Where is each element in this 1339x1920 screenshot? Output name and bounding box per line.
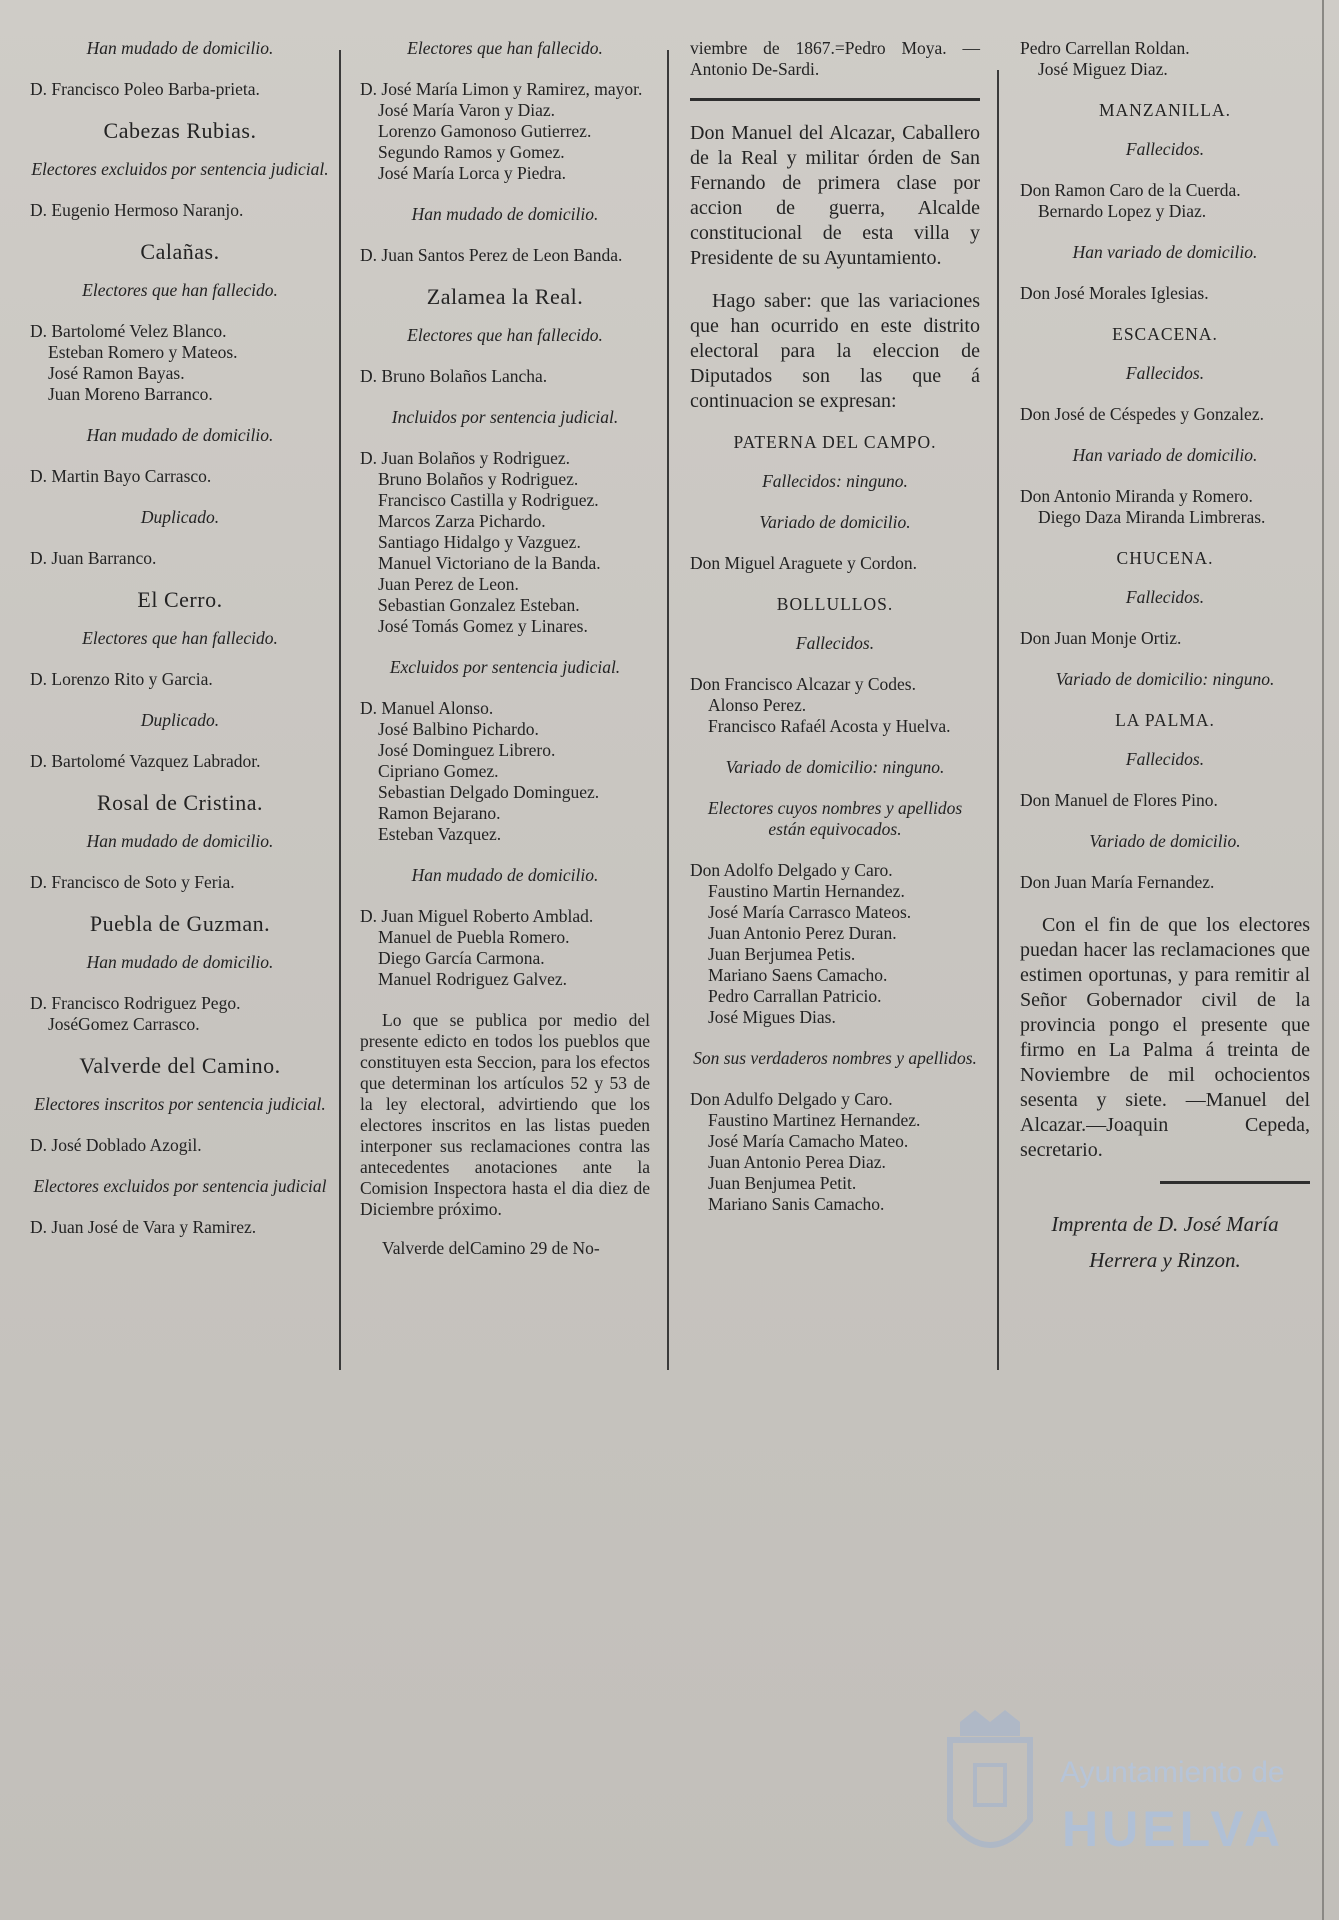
elector-name: Esteban Romero y Mateos. <box>48 342 238 362</box>
town-heading: CHUCENA. <box>1116 548 1214 568</box>
section-subheading: Variado de domicilio: ninguno. <box>725 757 945 777</box>
edict-paragraph: Con el fin de que los electores puedan hacer las reclamaciones que estimen oportunas, y para remitir al Señor Gobernador civil de la provincia pongo el presente que firmo en La Palma á treinta de Noviembre de mil ochocientos sesenta y siete. —Manuel del Alcazar.—Joaquin Cepeda, secretario. <box>1020 914 1310 1161</box>
section-subheading: Variado de domicilio. <box>759 512 911 532</box>
elector-list <box>30 200 330 221</box>
elector-list <box>360 79 650 184</box>
printer-credit: Imprenta de D. José María Herrera y Rinzon. <box>1051 1212 1279 1272</box>
elector-name: José Tomás Gomez y Linares. <box>378 616 588 636</box>
edict-paragraph: Don Manuel del Alcazar, Caballero de la Real y militar órden de San Fernando de primera clase por accion de guerra, Alcalde constitucional de esta villa y Presidente de su Ayuntamiento. <box>690 122 980 269</box>
elector-name: Mariano Saens Camacho. <box>708 965 888 985</box>
elector-list <box>30 466 330 487</box>
elector-name: José Migues Dias. <box>708 1007 836 1027</box>
elector-name: Don José de Céspedes y Gonzalez. <box>1020 404 1264 424</box>
section-subheading: Han mudado de domicilio. <box>86 831 274 851</box>
elector-list <box>30 872 330 893</box>
section-subheading: Fallecidos. <box>1125 139 1205 159</box>
elector-name: José María Varon y Diaz. <box>378 100 556 120</box>
elector-name: D. Juan Barranco. <box>30 548 157 568</box>
elector-list <box>30 548 330 569</box>
elector-list <box>360 906 650 990</box>
elector-name: Don Francisco Alcazar y Codes. <box>690 674 916 694</box>
elector-name: Don Adulfo Delgado y Caro. <box>690 1089 893 1109</box>
elector-name: Mariano Sanis Camacho. <box>708 1194 885 1214</box>
section-subheading: Son sus verdaderos nombres y apellidos. <box>693 1048 977 1068</box>
elector-name: Bruno Bolaños y Rodriguez. <box>378 469 579 489</box>
elector-name: D. Juan Santos Perez de Leon Banda. <box>360 245 623 265</box>
elector-list <box>1020 790 1310 811</box>
elector-name: D. Martin Bayo Carrasco. <box>30 466 212 486</box>
elector-name: D. Eugenio Hermoso Naranjo. <box>30 200 244 220</box>
elector-name: Don José Morales Iglesias. <box>1020 283 1209 303</box>
elector-name: Don Ramon Caro de la Cuerda. <box>1020 180 1241 200</box>
elector-name: Santiago Hidalgo y Vazguez. <box>378 532 581 552</box>
elector-name: Marcos Zarza Pichardo. <box>378 511 546 531</box>
elector-name: José Dominguez Librero. <box>378 740 556 760</box>
elector-list <box>30 993 330 1035</box>
elector-list <box>1020 628 1310 649</box>
section-subheading: Fallecidos. <box>1125 749 1205 769</box>
elector-name: Don Miguel Araguete y Cordon. <box>690 553 917 573</box>
elector-name: D. Bartolomé Velez Blanco. <box>30 321 227 341</box>
watermark-line2: HUELVA <box>1062 1801 1285 1857</box>
elector-name: Cipriano Gomez. <box>378 761 499 781</box>
column-1 <box>30 38 330 1258</box>
elector-name: D. Juan Bolaños y Rodriguez. <box>360 448 570 468</box>
section-subheading: Electores cuyos nombres y apellidos están equivocados. <box>707 798 963 839</box>
elector-name: Juan Moreno Barranco. <box>48 384 213 404</box>
town-heading: Zalamea la Real. <box>426 284 584 309</box>
section-subheading: Variado de domicilio. <box>1089 831 1241 851</box>
edict-paragraph: Lo que se publica por medio del presente edicto en todos los pueblos que constituyen esta Seccion, para los efectos que determinan los artículos 52 y 53 de la ley electoral, advirtiendo que los electores inscritos en las listas pueden interponer sus reclamaciones contra las antecedentes anotaciones ante la Comision Inspectora hasta el dia diez de Diciembre próximo. <box>360 1010 650 1219</box>
elector-name: Esteban Vazquez. <box>378 824 502 844</box>
elector-name: Lorenzo Gamonoso Gutierrez. <box>378 121 592 141</box>
elector-name: Manuel Rodriguez Galvez. <box>378 969 568 989</box>
section-subheading: Electores inscritos por sentencia judicial. <box>34 1094 326 1114</box>
elector-name: Alonso Perez. <box>708 695 807 715</box>
elector-name: José María Camacho Mateo. <box>708 1131 909 1151</box>
column-3 <box>690 38 980 1235</box>
column-divider <box>997 70 999 1370</box>
elector-name: D. Francisco de Soto y Feria. <box>30 872 235 892</box>
elector-name: José Miguez Diaz. <box>1038 59 1168 79</box>
elector-list <box>360 698 650 845</box>
elector-name: Diego Daza Miranda Limbreras. <box>1038 507 1266 527</box>
elector-list <box>1020 872 1310 893</box>
section-subheading: Han mudado de domicilio. <box>411 865 599 885</box>
elector-name: Faustino Martin Hernandez. <box>708 881 905 901</box>
elector-name: D. Francisco Poleo Barba-prieta. <box>30 79 260 99</box>
town-heading: El Cerro. <box>137 587 223 612</box>
town-heading: Cabezas Rubias. <box>103 118 257 143</box>
elector-list <box>1020 404 1310 425</box>
elector-list <box>690 860 980 1028</box>
elector-list <box>30 751 330 772</box>
section-subheading: Electores excluidos por sentencia judicial. <box>31 159 329 179</box>
elector-name: José Ramon Bayas. <box>48 363 185 383</box>
section-subheading: Han mudado de domicilio. <box>86 38 274 58</box>
elector-list <box>30 79 330 100</box>
elector-name: Manuel Victoriano de la Banda. <box>378 553 601 573</box>
edict-paragraph: Hago saber: que las variaciones que han ocurrido en este distrito electoral para la eleccion de Diputados son las que á continuacion se expresan: <box>690 290 980 412</box>
elector-name: Francisco Rafaél Acosta y Huelva. <box>708 716 951 736</box>
elector-name: D. Lorenzo Rito y Garcia. <box>30 669 213 689</box>
elector-name: Don Juan Monje Ortiz. <box>1020 628 1182 648</box>
section-subheading: Excluidos por sentencia judicial. <box>389 657 621 677</box>
elector-name: Faustino Martinez Hernandez. <box>708 1110 921 1130</box>
elector-name: Pedro Carrallan Patricio. <box>708 986 882 1006</box>
elector-name: D. José Doblado Azogil. <box>30 1135 202 1155</box>
huelva-watermark <box>930 1700 1310 1900</box>
section-subheading: Duplicado. <box>140 710 220 730</box>
elector-name: Bernardo Lopez y Diaz. <box>1038 201 1207 221</box>
elector-name: JoséGomez Carrasco. <box>48 1014 200 1034</box>
elector-name: Sebastian Gonzalez Esteban. <box>378 595 580 615</box>
elector-list <box>30 1135 330 1156</box>
elector-name: D. Manuel Alonso. <box>360 698 494 718</box>
elector-name: Don Manuel de Flores Pino. <box>1020 790 1218 810</box>
elector-list <box>690 674 980 737</box>
elector-name: Ramon Bejarano. <box>378 803 501 823</box>
town-heading: LA PALMA. <box>1115 710 1215 730</box>
section-subheading: Electores que han fallecido. <box>82 628 278 648</box>
watermark-line1: Ayuntamiento de <box>1060 1756 1285 1789</box>
section-subheading: Han mudado de domicilio. <box>86 425 274 445</box>
elector-name: D. Juan Miguel Roberto Amblad. <box>360 906 594 926</box>
elector-list <box>30 321 330 405</box>
edict-paragraph: viembre de 1867.=Pedro Moya. —Antonio De-Sardi. <box>690 38 980 79</box>
section-subheading: Electores excluidos por sentencia judicial <box>33 1176 327 1196</box>
elector-list <box>1020 283 1310 304</box>
section-subheading: Electores que han fallecido. <box>407 325 603 345</box>
crest-icon <box>930 1710 1050 1880</box>
column-divider <box>667 50 669 1370</box>
section-subheading: Fallecidos. <box>1125 587 1205 607</box>
elector-name: D. Francisco Rodriguez Pego. <box>30 993 241 1013</box>
elector-list <box>690 1089 980 1215</box>
elector-name: Juan Berjumea Petis. <box>708 944 856 964</box>
town-heading: PATERNA DEL CAMPO. <box>733 432 937 452</box>
column-4 <box>1020 38 1310 1278</box>
elector-name: Sebastian Delgado Dominguez. <box>378 782 600 802</box>
town-heading: MANZANILLA. <box>1098 100 1232 120</box>
elector-name: José María Carrasco Mateos. <box>708 902 912 922</box>
page-edge-line <box>1322 0 1324 1920</box>
elector-list <box>1020 38 1310 80</box>
elector-name: Juan Perez de Leon. <box>378 574 519 594</box>
elector-list <box>360 245 650 266</box>
elector-name: D. Bartolomé Vazquez Labrador. <box>30 751 261 771</box>
edict-paragraph: Valverde delCamino 29 de No- <box>382 1238 600 1258</box>
elector-name: José Balbino Pichardo. <box>378 719 539 739</box>
elector-list <box>1020 486 1310 528</box>
section-subheading: Fallecidos. <box>795 633 875 653</box>
elector-list <box>30 669 330 690</box>
section-subheading: Duplicado. <box>140 507 220 527</box>
elector-list <box>1020 180 1310 222</box>
elector-name: Segundo Ramos y Gomez. <box>378 142 565 162</box>
town-heading: Puebla de Guzman. <box>89 911 271 936</box>
elector-list <box>690 553 980 574</box>
elector-list <box>30 1217 330 1238</box>
elector-name: Pedro Carrellan Roldan. <box>1020 38 1190 58</box>
section-subheading: Electores que han fallecido. <box>407 38 603 58</box>
elector-name: D. José María Limon y Ramirez, mayor. <box>360 79 643 99</box>
section-subheading: Han variado de domicilio. <box>1072 445 1258 465</box>
elector-name: Juan Antonio Perea Diaz. <box>708 1152 886 1172</box>
section-subheading: Electores que han fallecido. <box>82 280 278 300</box>
section-subheading: Variado de domicilio: ninguno. <box>1055 669 1275 689</box>
elector-name: D. Bruno Bolaños Lancha. <box>360 366 548 386</box>
section-rule <box>1160 1181 1310 1184</box>
town-heading: Valverde del Camino. <box>79 1053 281 1078</box>
column-divider <box>339 50 341 1370</box>
elector-name: Don Juan María Fernandez. <box>1020 872 1215 892</box>
section-subheading: Incluidos por sentencia judicial. <box>391 407 619 427</box>
elector-list <box>360 448 650 637</box>
elector-name: Don Adolfo Delgado y Caro. <box>690 860 893 880</box>
town-heading: BOLLULLOS. <box>776 594 894 614</box>
elector-name: Don Antonio Miranda y Romero. <box>1020 486 1253 506</box>
town-heading: Rosal de Cristina. <box>96 790 264 815</box>
section-rule <box>690 98 980 101</box>
section-subheading: Han mudado de domicilio. <box>86 952 274 972</box>
town-heading: Calañas. <box>140 239 220 264</box>
elector-name: D. Juan José de Vara y Ramirez. <box>30 1217 257 1237</box>
elector-name: Francisco Castilla y Rodriguez. <box>378 490 599 510</box>
section-subheading: Fallecidos. <box>1125 363 1205 383</box>
elector-name: Juan Benjumea Petit. <box>708 1173 857 1193</box>
elector-name: Juan Antonio Perez Duran. <box>708 923 897 943</box>
section-subheading: Han mudado de domicilio. <box>411 204 599 224</box>
section-subheading: Fallecidos: ninguno. <box>762 471 908 491</box>
column-2 <box>360 38 650 1277</box>
elector-name: Diego García Carmona. <box>378 948 545 968</box>
elector-list <box>360 366 650 387</box>
elector-name: Manuel de Puebla Romero. <box>378 927 570 947</box>
town-heading: ESCACENA. <box>1112 324 1218 344</box>
elector-name: José María Lorca y Piedra. <box>378 163 567 183</box>
section-subheading: Han variado de domicilio. <box>1072 242 1258 262</box>
